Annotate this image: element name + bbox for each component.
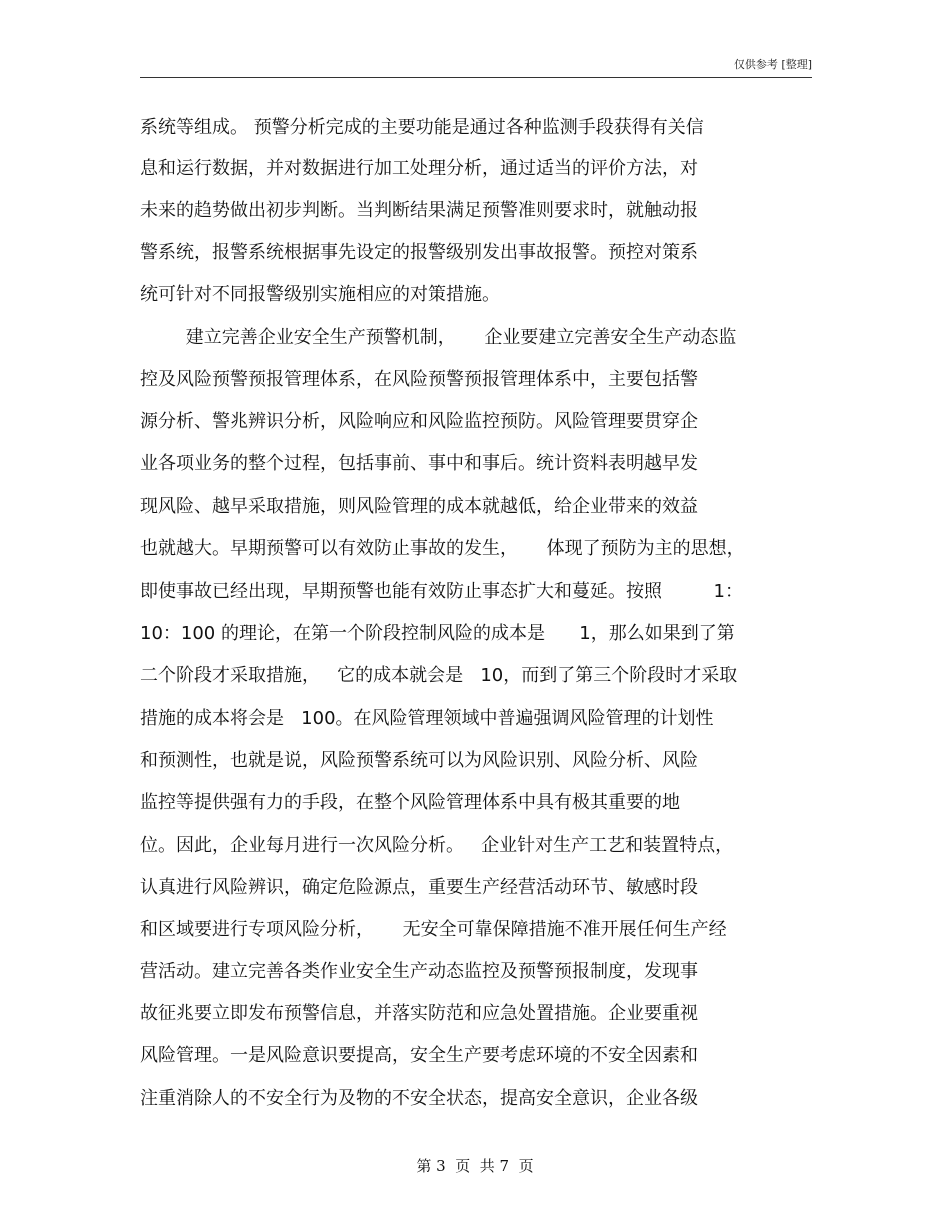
header-rule <box>140 77 812 78</box>
text-line: 故征兆要立即发布预警信息，并落实防范和应急处置措施。企业要重视 <box>140 1003 698 1024</box>
text-line: 措施的成本将会是 100。在风险管理领域中普遍强调风险管理的计划性 <box>140 708 714 729</box>
text-line: 二个阶段才采取措施， 它的成本就会是 10，而到了第三个阶段时才采取 <box>140 665 738 686</box>
text-line: 统可针对不同报警级别实施相应的对策措施。 <box>140 284 500 305</box>
text-line: 未来的趋势做出初步判断。当判断结果满足预警准则要求时，就触动报 <box>140 200 698 221</box>
text-line: 和区域要进行专项风险分析， 无安全可靠保障措施不准开展任何生产经 <box>140 919 727 940</box>
text-line: 建立完善企业安全生产预警机制， 企业要建立完善安全生产动态监 <box>140 327 737 348</box>
text-line: 源分析、警兆辨识分析，风险响应和风险监控预防。风险管理要贯穿企 <box>140 411 698 432</box>
text-line: 即使事故已经出现，早期预警也能有效防止事态扩大和蔓延。按照 1： <box>140 581 743 602</box>
text-line: 认真进行风险辨识，确定危险源点，重要生产经营活动环节、敏感时段 <box>140 877 698 898</box>
page-header: 仅供参考 [整理] <box>733 58 812 71</box>
text-line: 监控等提供强有力的手段，在整个风险管理体系中具有极其重要的地 <box>140 792 680 813</box>
text-line: 系统等组成。 预警分析完成的主要功能是通过各种监测手段获得有关信 <box>140 117 704 138</box>
text-line: 10：100 的理论，在第一个阶段控制风险的成本是 1，那么如果到了第 <box>140 623 735 644</box>
text-line: 现风险、越早采取措施，则风险管理的成本就越低，给企业带来的效益 <box>140 496 698 517</box>
text-line: 息和运行数据，并对数据进行加工处理分析，通过适当的评价方法，对 <box>140 158 698 179</box>
text-line: 风险管理。一是风险意识要提高，安全生产要考虑环境的不安全因素和 <box>140 1045 698 1066</box>
text-line: 营活动。建立完善各类作业安全生产动态监控及预警预报制度，发现事 <box>140 961 698 982</box>
text-line: 注重消除人的不安全行为及物的不安全状态，提高安全意识，企业各级 <box>140 1088 698 1109</box>
text-line: 位。因此，企业每月进行一次风险分析。 企业针对生产工艺和装置特点， <box>140 835 734 856</box>
text-line: 警系统，报警系统根据事先设定的报警级别发出事故报警。预控对策系 <box>140 242 698 263</box>
text-line: 和预测性，也就是说，风险预警系统可以为风险识别、风险分析、风险 <box>140 750 698 771</box>
page-number: 第 3 页 共 7 页 <box>416 1157 534 1175</box>
text-line: 也就越大。早期预警可以有效防止事故的发生， 体现了预防为主的思想， <box>140 538 745 559</box>
text-line: 业各项业务的整个过程，包括事前、事中和事后。统计资料表明越早发 <box>140 453 698 474</box>
text-line: 控及风险预警预报管理体系，在风险预警预报管理体系中，主要包括警 <box>140 369 698 390</box>
